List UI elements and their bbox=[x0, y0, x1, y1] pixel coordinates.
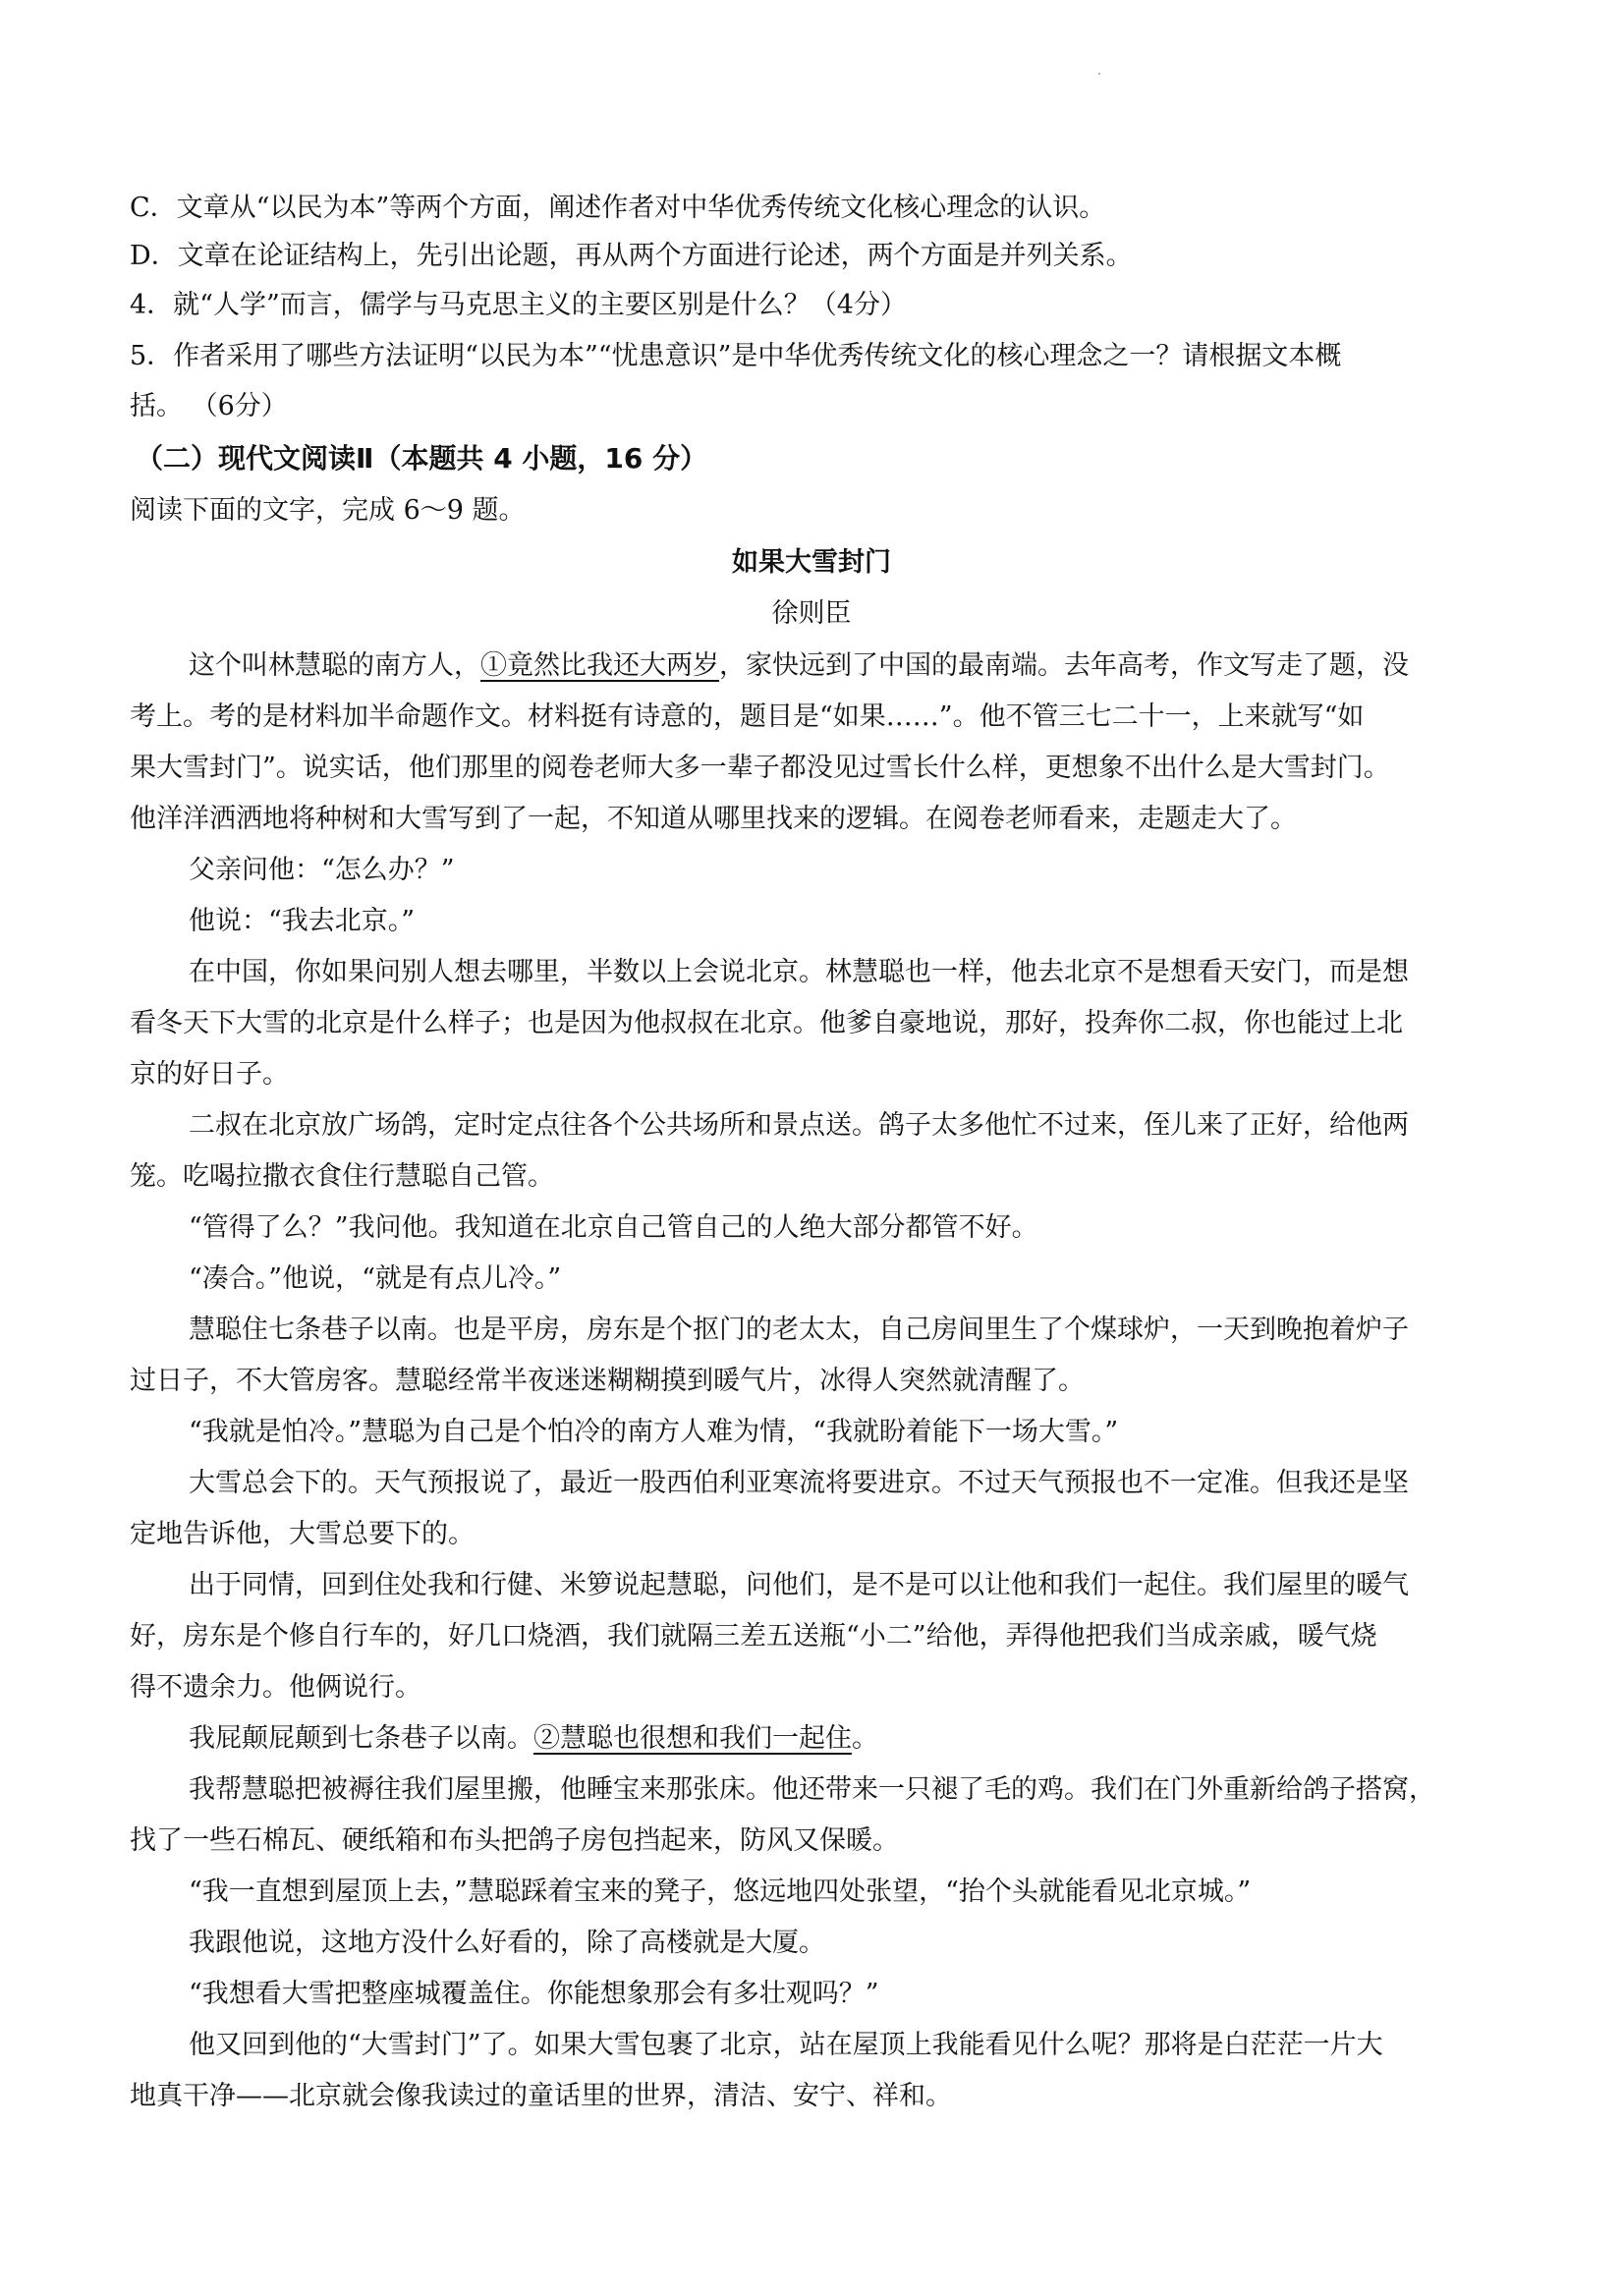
question-3-option-d: D．文章在论证结构上，先引出论题，再从两个方面进行论述，两个方面是并列关系。 bbox=[130, 241, 1133, 271]
paragraph-4-line-2: 看冬天下大雪的北京是什么样子；也是因为他叔叔在北京。他爹自豪地说，那好，投奔你二叔，你也能过上北 bbox=[130, 1008, 1403, 1038]
article-author: 徐则臣 bbox=[771, 598, 852, 629]
question-5-line-2: 括。 （6分） bbox=[130, 391, 288, 421]
paragraph-5-line-1: 二叔在北京放广场鸽，定时定点往各个公共场所和景点送。鸽子太多他忙不过来，侄儿来了正好，给他两 bbox=[189, 1110, 1409, 1141]
paragraph-17-line-2: 地真干净——北京就会像我读过的童话里的世界，清洁、安宁、祥和。 bbox=[130, 2081, 952, 2111]
paragraph-8-line-1: 慧聪住七条巷子以南。也是平房，房东是个抠门的老太太，自己房间里生了个煤球炉，一天到晚抱着炉子 bbox=[189, 1315, 1409, 1345]
paragraph-11-line-1: 出于同情，回到住处我和行健、米箩说起慧聪，问他们，是不是可以让他和我们一起住。我们屋里的暖气 bbox=[189, 1570, 1409, 1600]
paragraph-12 bbox=[189, 1719, 1505, 1759]
underlined-sentence-2: ②慧聪也很想和我们一起住 bbox=[533, 1723, 852, 1754]
paragraph-1-line-3: 果大雪封门”。说实话，他们那里的阅卷老师大多一辈子都没见过雪长什么样，更想象不出什么是大雪封门。 bbox=[130, 753, 1390, 783]
paragraph-13-line-1: 我帮慧聪把被褥往我们屋里搬，他睡宝来那张床。他还带来一只褪了毛的鸡。我们在门外重新给鸽子搭窝， bbox=[189, 1774, 1435, 1805]
paragraph-10-line-1: 大雪总会下的。天气预报说了，最近一股西伯利亚寒流将要进京。不过天气预报也不一定准。但我还是坚 bbox=[189, 1468, 1409, 1498]
paragraph-6: “管得了么？”我问他。我知道在北京自己管自己的人绝大部分都管不好。 bbox=[189, 1212, 1038, 1243]
paragraph-17-line-1: 他又回到他的“大雪封门”了。如果大雪包裹了北京，站在屋顶上我能看见什么呢？那将是白茫茫一片大 bbox=[189, 2030, 1383, 2060]
article-title: 如果大雪封门 bbox=[732, 547, 891, 578]
paragraph-12-lead: 我屁颠屁颠到七条巷子以南。 bbox=[189, 1723, 533, 1754]
paragraph-3: 他说：“我去北京。” bbox=[189, 906, 416, 936]
paragraph-4-line-3: 京的好日子。 bbox=[130, 1059, 289, 1090]
question-3-option-c: C．文章从“以民为本”等两个方面，阐述作者对中华优秀传统文化核心理念的认识。 bbox=[130, 193, 1106, 223]
paragraph-14: “我一直想到屋顶上去，”慧聪踩着宝来的凳子，悠远地四处张望，“抬个头就能看见北京城。” bbox=[189, 1876, 1252, 1907]
paragraph-13-line-2: 找了一些石棉瓦、硬纸箱和布头把鸽子房包挡起来，防风又保暖。 bbox=[130, 1825, 899, 1856]
paragraph-12-end: 。 bbox=[852, 1723, 878, 1754]
paragraph-1-rest: ，家快远到了中国的最南端。去年高考，作文写走了题，没 bbox=[719, 650, 1409, 681]
paragraph-5-line-2: 笼。吃喝拉撒衣食住行慧聪自己管。 bbox=[130, 1161, 554, 1192]
section-heading: （二）现代文阅读Ⅱ（本题共 4 小题，16 分） bbox=[136, 442, 708, 475]
paragraph-16: “我想看大雪把整座城覆盖住。你能想象那会有多壮观吗？” bbox=[189, 1979, 879, 2009]
paragraph-8-line-2: 过日子，不大管房客。慧聪经常半夜迷迷糊糊摸到暖气片，冰得人突然就清醒了。 bbox=[130, 1366, 1085, 1396]
paragraph-11-line-2: 好，房东是个修自行车的，好几口烧酒，我们就隔三差五送瓶“小二”给他，弄得他把我们当成亲戚，暖气烧 bbox=[130, 1621, 1377, 1652]
paragraph-15: 我跟他说，这地方没什么好看的，除了高楼就是大厦。 bbox=[189, 1928, 825, 1958]
question-4: 4．就“人学”而言，儒学与马克思主义的主要区别是什么？（4分） bbox=[130, 290, 907, 320]
paragraph-9: “我就是怕冷。”慧聪为自己是个怕冷的南方人难为情，“我就盼着能下一场大雪。” bbox=[189, 1417, 1119, 1447]
scan-speck bbox=[1098, 73, 1100, 75]
paragraph-1-line-1 bbox=[189, 646, 1505, 686]
paragraph-1-line-4: 他洋洋洒洒地将种树和大雪写到了一起，不知道从哪里找来的逻辑。在阅卷老师看来，走题走大了。 bbox=[130, 804, 1297, 834]
paragraph-7: “凑合。”他说，“就是有点儿冷。” bbox=[189, 1263, 562, 1294]
section-instruction: 阅读下面的文字，完成 6～9 题。 bbox=[130, 495, 526, 526]
paragraph-1-line-2: 考上。考的是材料加半命题作文。材料挺有诗意的，题目是“如果……”。他不管三七二十一，上来就写“如 bbox=[130, 701, 1365, 732]
paragraph-2: 父亲问他：“怎么办？” bbox=[189, 855, 455, 885]
question-5-line-1: 5．作者采用了哪些方法证明“以民为本”“忧患意识”是中华优秀传统文化的核心理念之一？请根据文本概 bbox=[130, 341, 1342, 371]
paragraph-11-line-3: 得不遗余力。他俩说行。 bbox=[130, 1672, 421, 1703]
underlined-sentence-1: ①竟然比我还大两岁 bbox=[480, 650, 719, 681]
paragraph-4-line-1: 在中国，你如果问别人想去哪里，半数以上会说北京。林慧聪也一样，他去北京不是想看天安门，而是想 bbox=[189, 957, 1409, 987]
paragraph-10-line-2: 定地告诉他，大雪总要下的。 bbox=[130, 1519, 475, 1549]
paragraph-1-lead: 这个叫林慧聪的南方人， bbox=[189, 650, 480, 681]
